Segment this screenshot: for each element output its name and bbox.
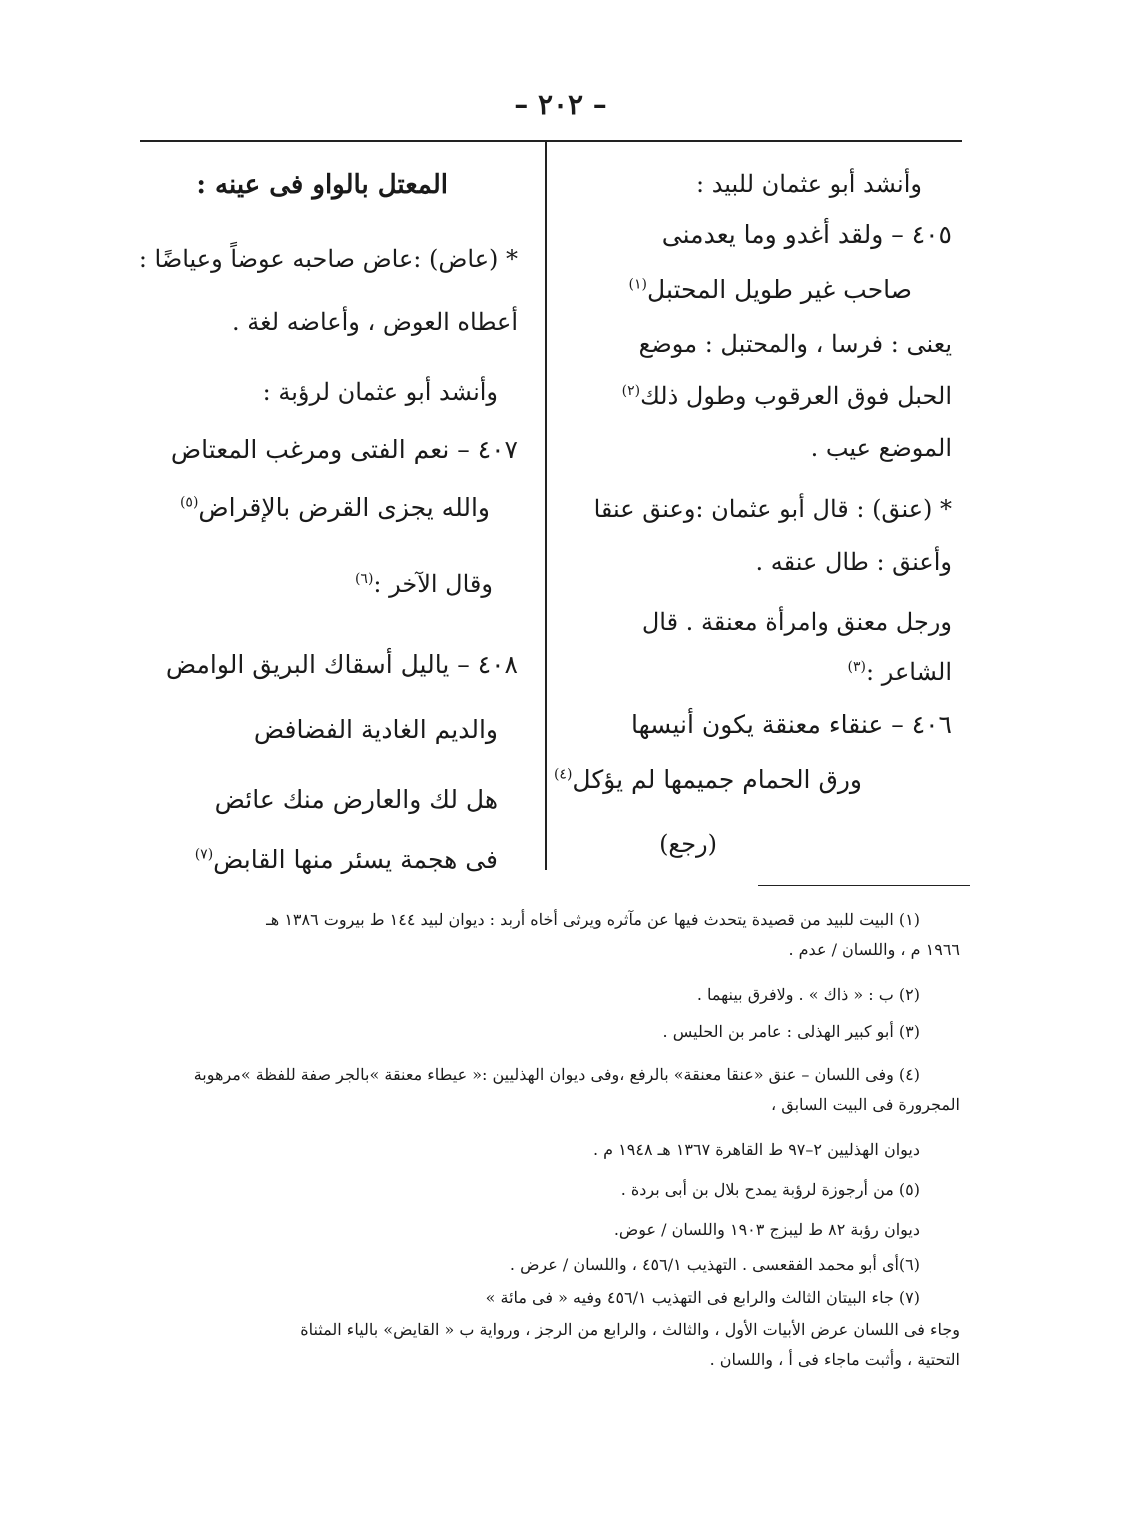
footnote-marker: (٧)	[194, 846, 214, 863]
footnote-marker: (٢)	[621, 383, 641, 399]
footnote-line	[663, 1022, 920, 1041]
text-line-text: (رجع)	[659, 830, 717, 858]
footnote-line-text: المجرورة فى البيت السابق ،	[770, 1095, 960, 1114]
text-line-text: فى هجمة يسئر منها القابض	[213, 845, 498, 874]
text-line	[642, 608, 952, 636]
text-line-text: أعطاه العوض ، وأعاضه لغة .	[232, 308, 518, 336]
text-line	[171, 435, 518, 464]
footnote-line	[593, 1140, 920, 1159]
text-line	[263, 378, 498, 406]
text-line	[659, 830, 717, 858]
footnote-line-text: ديوان الهذليين ٢–٩٧ ط القاهرة ١٣٦٧ هـ ١٩٤٨ م .	[592, 1140, 920, 1159]
footnote-marker: (٣)	[847, 659, 867, 675]
text-line	[254, 715, 498, 744]
text-line	[554, 765, 862, 794]
text-line-text: * (عاض) :عاض صاحبه عوضاً وعياضًا :	[138, 245, 518, 273]
text-line-text: وقال الآخر :	[373, 570, 493, 598]
footnote-line-text: ١٩٦٦ م ، واللسان / عدم .	[788, 940, 960, 959]
text-line	[594, 495, 952, 523]
text-line	[639, 330, 952, 358]
text-line-text: الحبل فوق العرقوب وطول ذلك	[640, 382, 952, 410]
footnote-line-text: (٦)أى أبو محمد الفقعسى . التهذيب ٤٥٦/١ ، واللسان / عرض .	[509, 1255, 920, 1274]
text-line	[848, 658, 952, 686]
footnote-line-text: (١) البيت للبيد من قصيدة يتحدث فيها عن مآثره ويرثى أخاه أربد : ديوان لبيد ١٤٤ ط بيروت ١٣٨٦ هـ	[266, 910, 920, 929]
text-line-text: والديم الغادية الفضافض	[253, 715, 498, 744]
text-line-text: ٤٠٧ – نعم الفتى ومرغب المعتاض	[170, 435, 518, 464]
footnote-marker: (٤)	[553, 766, 573, 783]
footnote-line	[788, 940, 960, 959]
text-line	[622, 382, 952, 410]
footnote-line-text: (٤) وفى اللسان – عنق «عنقا معنقة» بالرفع ،وفى ديوان الهذليين :« عيطاء معنقة »بالجر صفة للفظة »مرهوبة	[193, 1065, 920, 1084]
footnote-line-text: وجاء فى اللسان عرض الأبيات الأول ، والثالث ، والرابع من الرجز ، ورواية ب « القايض» بالياء المثناة	[300, 1320, 960, 1339]
text-line	[166, 650, 518, 679]
column-divider	[545, 142, 547, 870]
footnote-line-text: (٥) من أرجوزة لرؤبة يمدح بلال بن أبى بردة .	[620, 1180, 920, 1199]
page-number: – ٢٠٢ –	[514, 88, 607, 121]
footnote-marker: (١)	[628, 276, 648, 293]
text-line-text: الموضع عيب .	[810, 434, 952, 462]
footnote-line	[486, 1288, 920, 1307]
text-line-text: ورجل معنق وامرأة معنقة . قال	[641, 608, 952, 636]
footnote-line-text: ديوان رؤبة ٨٢ ط ليبزج ١٩٠٣ واللسان / عوض.	[613, 1220, 920, 1239]
text-line-text: ٤٠٥ – ولقد أغدو وما يعدمنى	[661, 220, 952, 249]
footnote-line-text: (٧) جاء البيتان الثالث والرابع فى التهذيب ٤٥٦/١ وفيه « فى مائة »	[485, 1288, 920, 1307]
text-line	[629, 275, 912, 304]
text-line-text: والله يجزى القرض بالإقراض	[198, 493, 490, 522]
text-line-text: ٤٠٨ – ياليل أسقاك البريق الوامض	[165, 650, 518, 679]
text-line	[811, 434, 952, 462]
text-line-text: وأعنق : طال عنقه .	[755, 548, 952, 576]
text-line-text: ورق الحمام جميمها لم يؤكل	[572, 765, 862, 794]
text-line-text: ٤٠٦ – عنقاء معنقة يكون أنيسها	[631, 710, 952, 739]
footnote-line	[614, 1220, 920, 1239]
footnote-line	[510, 1255, 920, 1274]
text-line	[139, 245, 518, 273]
text-line	[355, 570, 493, 598]
text-line-text: وأنشد أبو عثمان لرؤبة :	[262, 378, 498, 406]
footnote-line	[771, 1095, 960, 1114]
text-line-text: هل لك والعارض منك عائض	[214, 785, 498, 814]
text-line	[662, 220, 952, 249]
text-line-text: المعتل بالواو فى عينه :	[196, 170, 448, 200]
text-line	[180, 493, 490, 522]
footnote-marker: (٦)	[354, 571, 374, 587]
text-line-text: * (عنق) : قال أبو عثمان :وعنق عنقا	[593, 495, 952, 523]
text-line-text: يعنى : فرسا ، والمحتبل : موضع	[638, 330, 952, 358]
header-rule	[140, 140, 962, 142]
footnote-line-text: التحتية ، وأثبت ماجاء فى أ ، واللسان .	[709, 1350, 960, 1369]
text-line	[232, 308, 518, 336]
footnote-line	[194, 1065, 920, 1084]
footnote-line	[710, 1350, 960, 1369]
footnote-line	[621, 1180, 920, 1199]
text-line	[756, 548, 953, 576]
text-line-text: وأنشد أبو عثمان للبيد :	[695, 170, 922, 198]
footnote-rule	[758, 885, 970, 886]
text-line	[696, 170, 922, 198]
footnote-line	[266, 910, 920, 929]
text-line	[631, 710, 952, 739]
text-line	[196, 170, 448, 200]
text-line-text: صاحب غير طويل المحتبل	[647, 275, 912, 304]
text-line	[195, 845, 498, 874]
footnote-line-text: (٣) أبو كبير الهذلى : عامر بن الحليس .	[662, 1022, 920, 1041]
text-line	[215, 785, 498, 814]
footnote-line	[697, 985, 920, 1004]
footnote-marker: (٥)	[179, 494, 199, 511]
text-line-text: الشاعر :	[866, 658, 952, 686]
footnote-line-text: (٢) ب : « ذاك » . ولافرق بينهما .	[696, 985, 920, 1004]
footnote-line	[300, 1320, 960, 1339]
